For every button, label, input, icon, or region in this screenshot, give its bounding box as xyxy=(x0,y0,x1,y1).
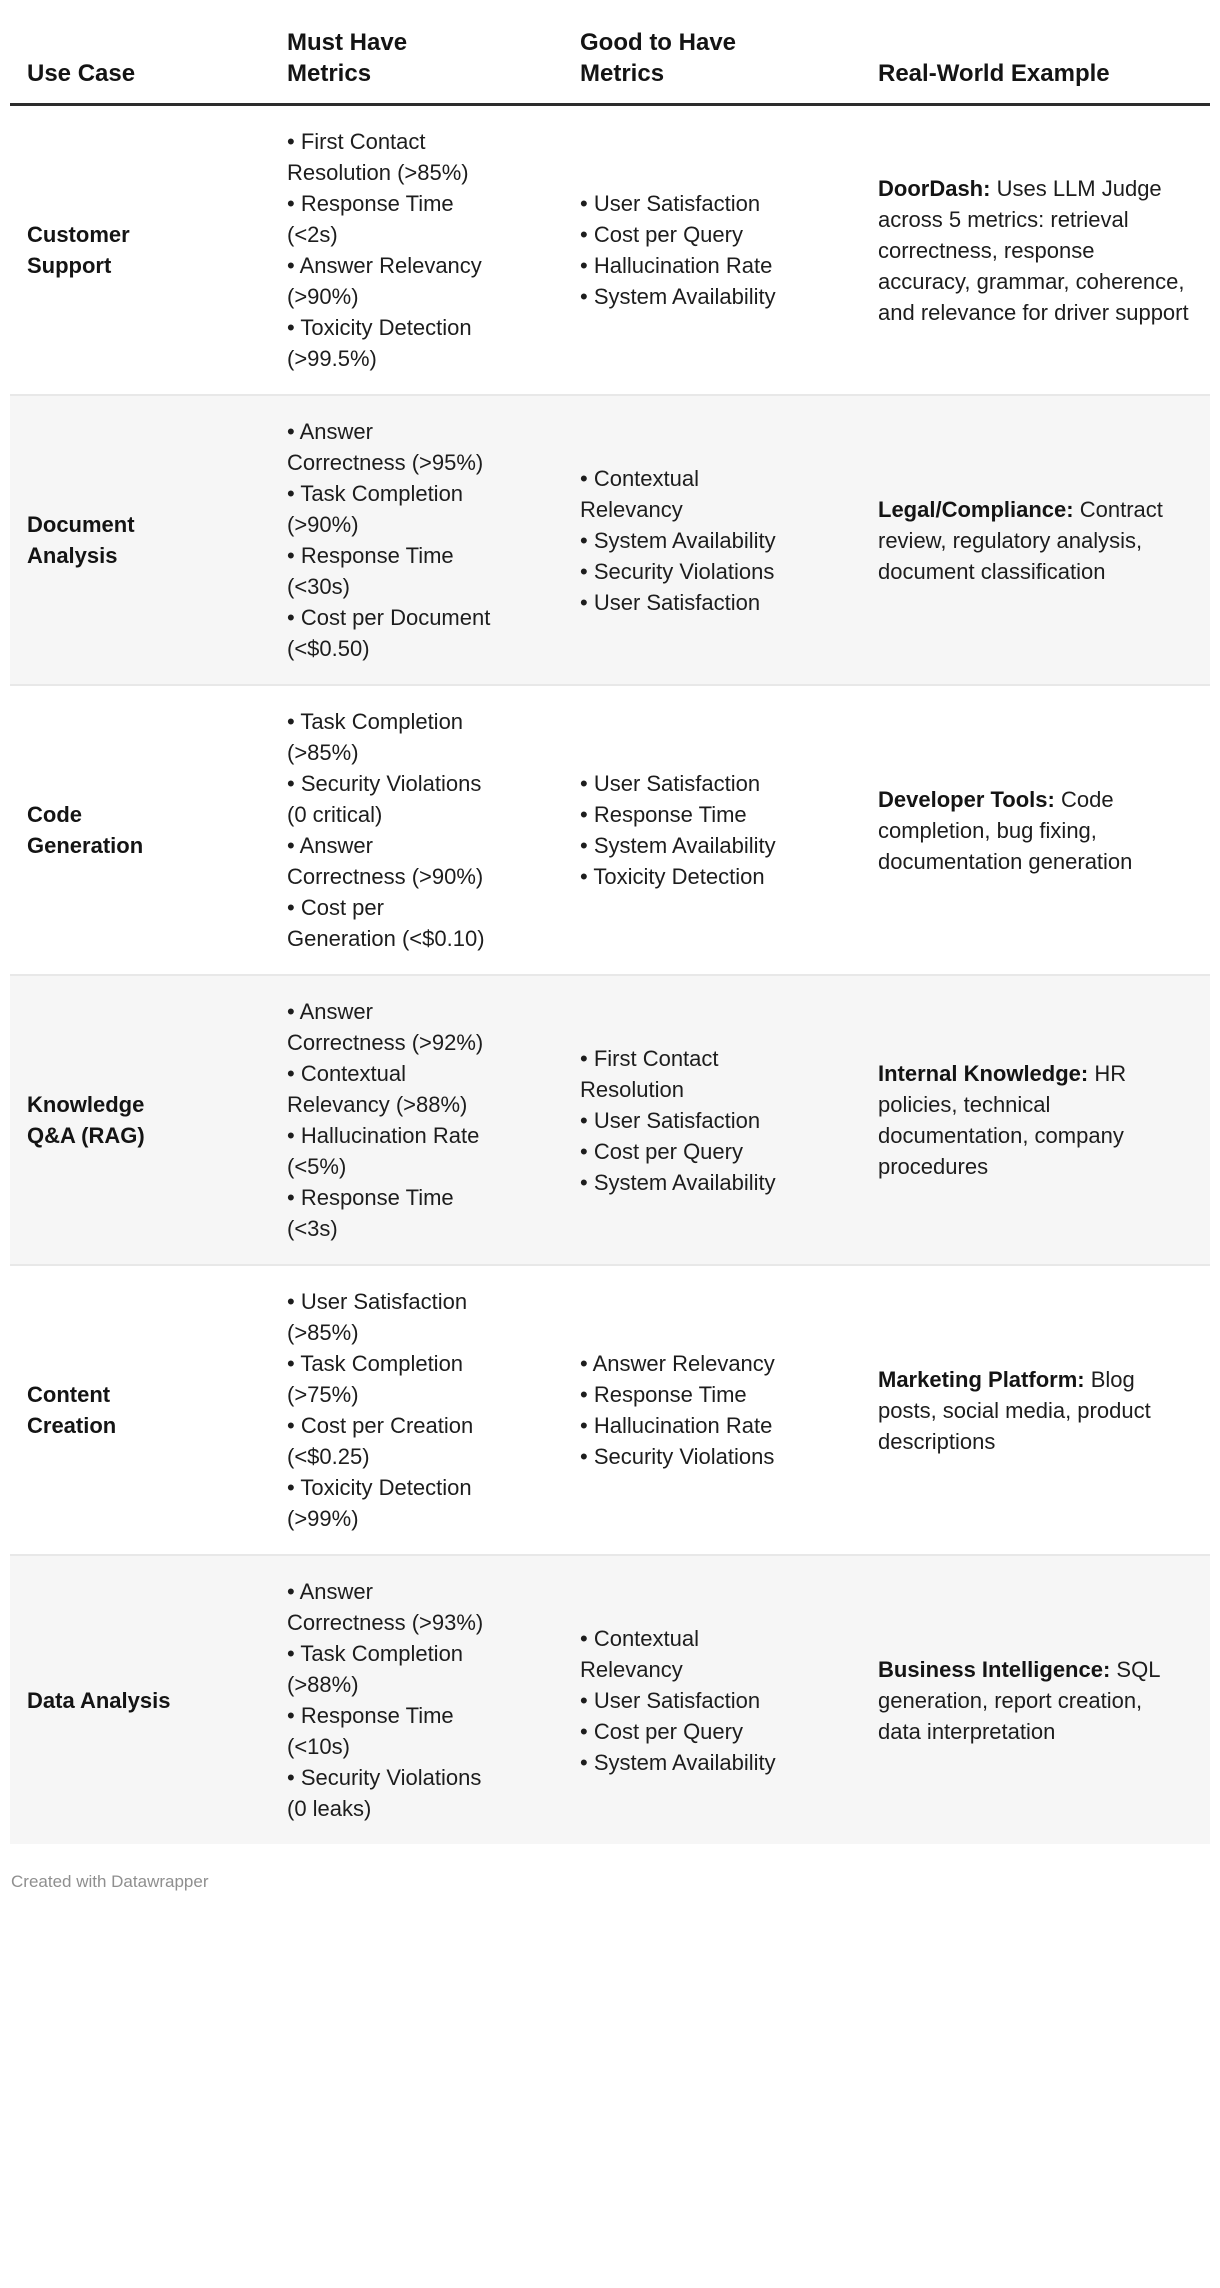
metric-item: • Toxicity Detection xyxy=(580,864,765,890)
metric-item: • Security Violations xyxy=(580,1444,775,1470)
good-to-have-metrics-cell xyxy=(561,105,871,396)
must-have-metrics-cell xyxy=(281,1265,561,1555)
metric-item: • Hallucination Rate (<5%) xyxy=(287,1123,480,1180)
header-row xyxy=(10,0,1210,105)
table-body xyxy=(10,105,1210,1845)
example-text: HR policies, technical documentation, company procedures xyxy=(878,1061,1127,1180)
real-world-example-cell xyxy=(871,975,1210,1265)
metric-item: • System Availability xyxy=(580,1169,776,1195)
good-to-have-metrics-cell xyxy=(561,1555,871,1844)
metric-item: • Response Time (<10s) xyxy=(287,1703,454,1760)
datawrapper-credit-link[interactable]: Created with Datawrapper xyxy=(11,1872,209,1892)
col-header-must-have-metrics: Must Have Metrics xyxy=(287,29,408,87)
use-case-cell: Document Analysis xyxy=(27,512,135,569)
metric-item: • Contextual Relevancy (>88%) xyxy=(287,1061,468,1118)
col-header-good-to-have-metrics: Good to Have Metrics xyxy=(580,29,737,87)
col-header-real-world-example: Real-World Example xyxy=(878,59,1110,87)
table-row xyxy=(10,105,1210,396)
use-case-cell: Content Creation xyxy=(27,1382,117,1439)
metric-item: • Answer Correctness (>90%) xyxy=(287,833,484,890)
metric-item: • First Contact Resolution (>85%) xyxy=(287,129,469,186)
metric-item: • Contextual Relevancy xyxy=(580,1625,699,1682)
metric-item: • Cost per Generation (<$0.10) xyxy=(287,895,485,952)
table-row xyxy=(10,395,1210,685)
metric-item: • Toxicity Detection (>99.5%) xyxy=(287,315,472,372)
example-label: Legal/Compliance: xyxy=(878,496,1074,522)
metric-item: • Cost per Query xyxy=(580,222,743,248)
real-world-example-cell xyxy=(871,395,1210,685)
metric-item: • Hallucination Rate xyxy=(580,1413,773,1439)
metric-item: • Cost per Document (<$0.50) xyxy=(287,605,491,662)
metric-item: • User Satisfaction xyxy=(580,1107,761,1133)
good-to-have-metrics-cell xyxy=(561,395,871,685)
metric-item: • Response Time (<3s) xyxy=(287,1185,454,1242)
table-header xyxy=(10,0,1210,105)
use-case-cell: Knowledge Q&A (RAG) xyxy=(27,1092,145,1149)
real-world-example-cell xyxy=(871,1555,1210,1844)
good-to-have-metrics-cell xyxy=(561,1265,871,1555)
metric-item: • User Satisfaction xyxy=(580,771,761,797)
real-world-example-cell xyxy=(871,685,1210,975)
metric-item: • Cost per Creation (<$0.25) xyxy=(287,1413,474,1470)
metric-item: • Security Violations xyxy=(580,558,775,584)
metric-item: • Security Violations (0 leaks) xyxy=(287,1765,482,1822)
metric-item: • Answer Relevancy (>90%) xyxy=(287,253,482,310)
metric-item: • Task Completion (>85%) xyxy=(287,709,464,766)
metric-item: • System Availability xyxy=(580,1749,776,1775)
metric-item: • System Availability xyxy=(580,527,776,553)
metrics-table xyxy=(10,0,1210,1844)
must-have-metrics-cell xyxy=(281,395,561,685)
metric-item: • Toxicity Detection (>99%) xyxy=(287,1475,472,1532)
metric-item: • Task Completion (>90%) xyxy=(287,481,464,538)
good-to-have-metrics-cell xyxy=(561,975,871,1265)
table-row xyxy=(10,1265,1210,1555)
metric-item: • Task Completion (>75%) xyxy=(287,1351,464,1408)
table-row xyxy=(10,1555,1210,1844)
metric-item: • Hallucination Rate xyxy=(580,253,773,279)
metric-item: • Cost per Query xyxy=(580,1138,743,1164)
good-to-have-metrics-cell xyxy=(561,685,871,975)
must-have-metrics-cell xyxy=(281,685,561,975)
metric-item: • Response Time xyxy=(580,1382,747,1408)
metric-item: • Contextual Relevancy xyxy=(580,465,699,522)
must-have-metrics-cell xyxy=(281,1555,561,1844)
metric-item: • Cost per Query xyxy=(580,1718,743,1744)
table-row xyxy=(10,685,1210,975)
metric-item: • Response Time xyxy=(580,802,747,828)
real-world-example-cell xyxy=(871,105,1210,396)
metric-item: • Task Completion (>88%) xyxy=(287,1641,464,1698)
metric-item: • Answer Correctness (>95%) xyxy=(287,419,484,476)
metric-item: • Answer Relevancy xyxy=(580,1351,775,1377)
use-case-cell: Code Generation xyxy=(27,802,144,859)
metric-item: • First Contact Resolution xyxy=(580,1045,719,1102)
col-header-use-case: Use Case xyxy=(27,59,136,87)
example-text: Code completion, bug fixing, documentation generation xyxy=(878,786,1133,874)
example-label: DoorDash: xyxy=(878,175,991,201)
metric-item: • Response Time (<2s) xyxy=(287,191,454,248)
metric-item: • System Availability xyxy=(580,833,776,859)
example-text: Uses LLM Judge across 5 metrics: retrieval correctness, response accuracy, grammar, coherence, and relevance for driver support xyxy=(878,175,1189,325)
use-case-cell: Data Analysis xyxy=(27,1687,171,1713)
example-label: Developer Tools: xyxy=(878,786,1055,812)
metric-item: • Answer Correctness (>93%) xyxy=(287,1579,484,1636)
must-have-metrics-cell xyxy=(281,105,561,396)
metric-item: • Answer Correctness (>92%) xyxy=(287,999,484,1056)
use-case-cell: Customer Support xyxy=(27,222,130,279)
must-have-metrics-cell xyxy=(281,975,561,1265)
example-text: Blog posts, social media, product descriptions xyxy=(878,1366,1151,1454)
real-world-example-cell xyxy=(871,1265,1210,1555)
table-row xyxy=(10,975,1210,1265)
metric-item: • User Satisfaction (>85%) xyxy=(287,1289,468,1346)
example-label: Marketing Platform: xyxy=(878,1366,1085,1392)
metric-item: • User Satisfaction xyxy=(580,191,761,217)
example-text: Contract review, regulatory analysis, document classification xyxy=(878,496,1163,584)
metric-item: • Security Violations (0 critical) xyxy=(287,771,482,828)
metric-item: • User Satisfaction xyxy=(580,1687,761,1713)
example-text: SQL generation, report creation, data interpretation xyxy=(878,1656,1160,1744)
metric-item: • User Satisfaction xyxy=(580,589,761,615)
example-label: Internal Knowledge: xyxy=(878,1061,1089,1087)
metric-item: • System Availability xyxy=(580,284,776,310)
example-label: Business Intelligence: xyxy=(878,1656,1111,1682)
metric-item: • Response Time (<30s) xyxy=(287,543,454,600)
